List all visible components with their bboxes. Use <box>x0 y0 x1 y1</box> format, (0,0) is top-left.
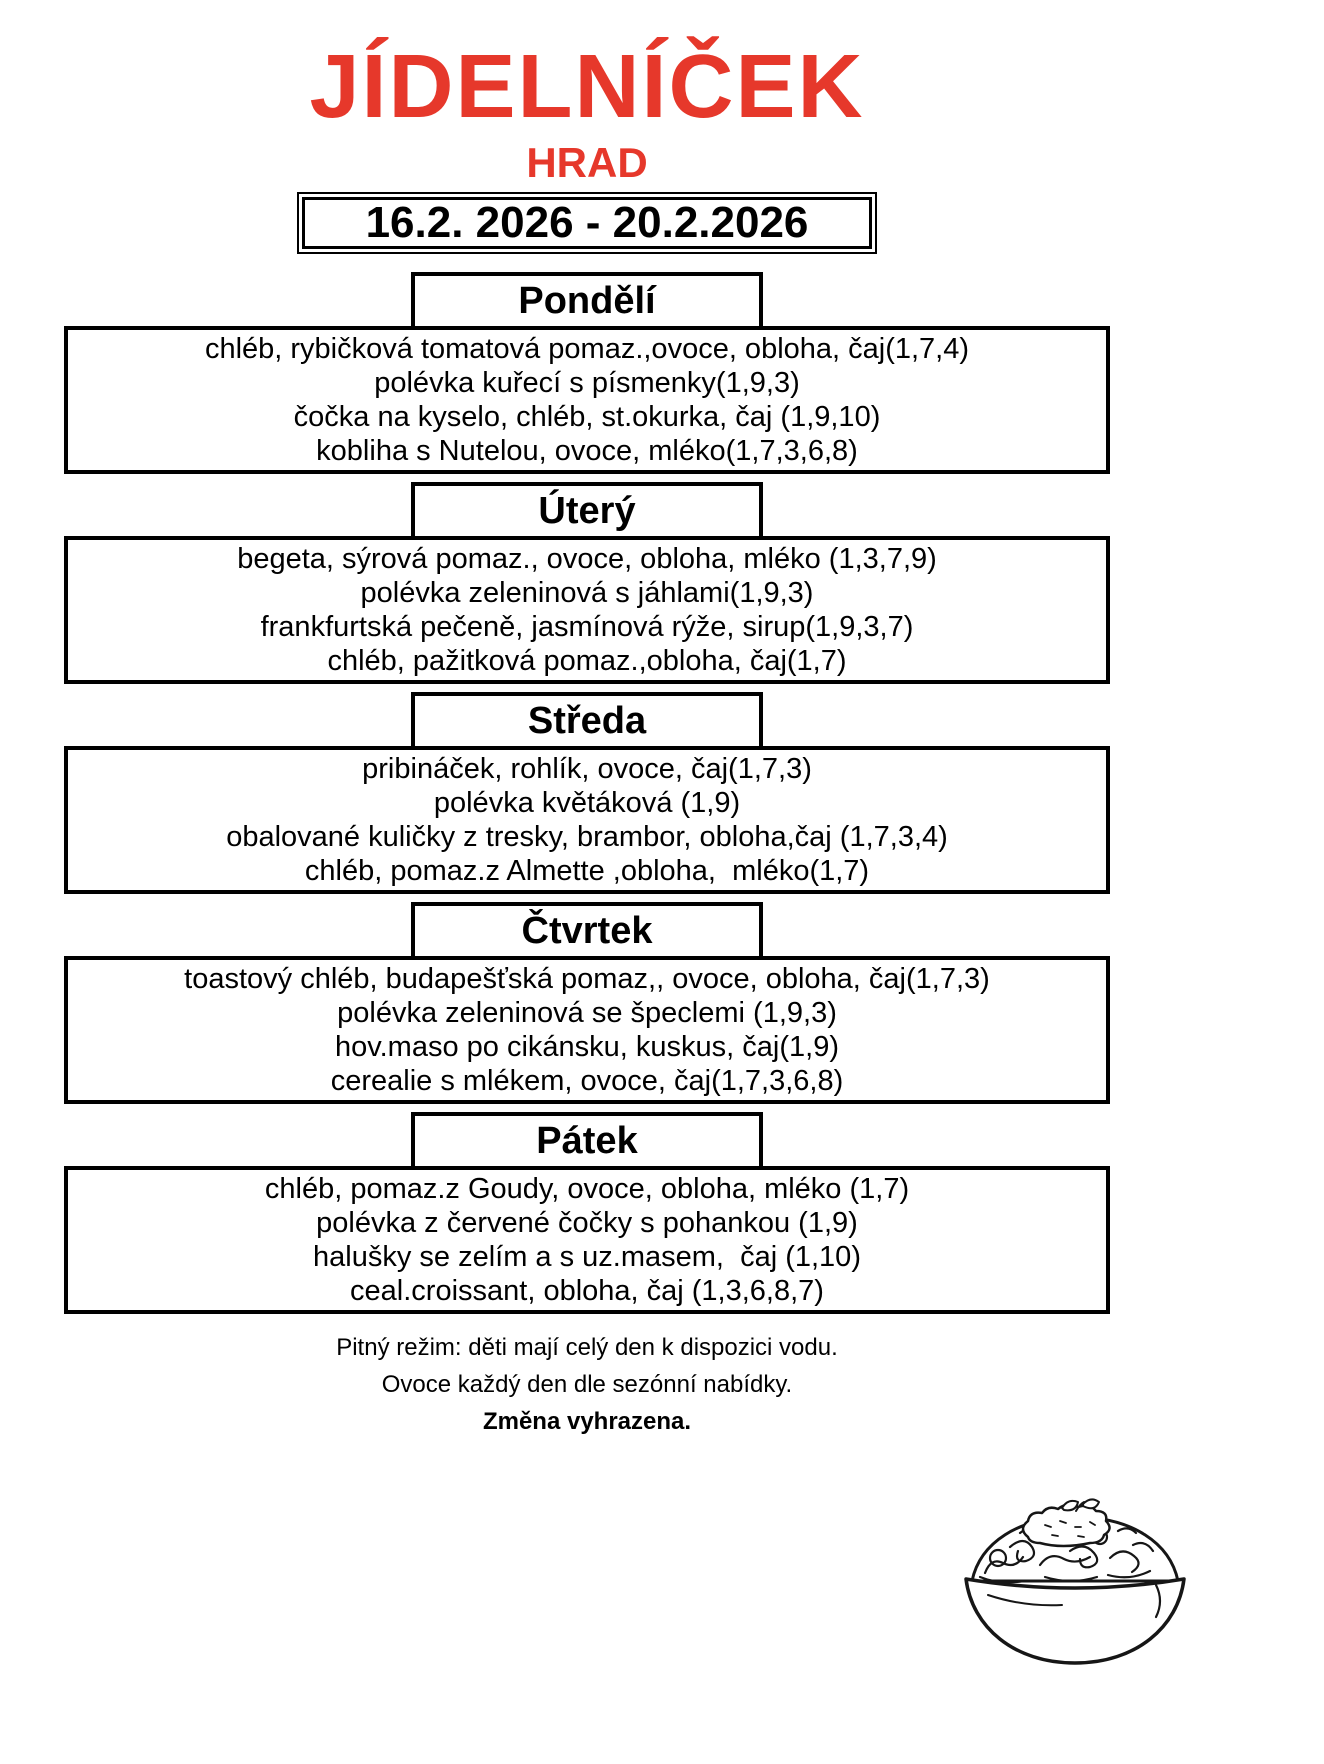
footer-notes <box>64 1336 1110 1434</box>
day-menu-utery <box>64 536 1110 684</box>
menu-item: frankfurtská pečeně, jasmínová rýže, sirup(1,9,3,7) <box>260 611 914 643</box>
day-section-patek <box>64 1112 1110 1314</box>
menu-item: halušky se zelím a s uz.masem, čaj (1,10) <box>313 1241 861 1273</box>
day-header-pondeli: Pondělí <box>411 272 763 326</box>
day-header-patek: Pátek <box>411 1112 763 1166</box>
menu-item: polévka květáková (1,9) <box>433 787 741 819</box>
menu-item: pribináček, rohlík, ovoce, čaj(1,7,3) <box>362 753 812 785</box>
menu-item: chléb, pomaz.z Almette ,obloha, mléko(1,7) <box>304 855 870 887</box>
menu-item: polévka z červené čočky s pohankou (1,9) <box>316 1207 858 1239</box>
menu-item: toastový chléb, budapešťská pomaz,, ovoce, obloha, čaj(1,7,3) <box>184 963 990 995</box>
day-section-pondeli <box>64 272 1110 474</box>
date-range: 16.2. 2026 - 20.2.2026 <box>365 198 809 247</box>
footer-note-change: Změna vyhrazena. <box>482 1408 692 1435</box>
day-menu-streda <box>64 746 1110 894</box>
menu-item: obalované kuličky z tresky, brambor, obloha,čaj (1,7,3,4) <box>226 821 948 853</box>
menu-item: hov.maso po cikánsku, kuskus, čaj(1,9) <box>335 1031 839 1063</box>
day-menu-patek <box>64 1166 1110 1314</box>
menu-item: cerealie s mlékem, ovoce, čaj(1,7,3,6,8) <box>330 1065 844 1097</box>
spaghetti-bowl-icon <box>950 1495 1200 1685</box>
menu-item: kobliha s Nutelou, ovoce, mléko(1,7,3,6,8) <box>316 435 858 467</box>
menu-document <box>64 0 1110 1447</box>
day-section-utery <box>64 482 1110 684</box>
page-subtitle: HRAD <box>526 139 648 186</box>
menu-item: chléb, pomaz.z Goudy, ovoce, obloha, mléko (1,7) <box>264 1173 910 1205</box>
footer-note-fruit: Ovoce každý den dle sezónní nabídky. <box>381 1371 793 1398</box>
day-menu-ctvrtek <box>64 956 1110 1104</box>
menu-item: polévka zeleninová se špeclemi (1,9,3) <box>337 997 837 1029</box>
day-menu-pondeli <box>64 326 1110 474</box>
menu-item: polévka zeleninová s jáhlami(1,9,3) <box>360 577 814 609</box>
menu-item: chléb, rybičková tomatová pomaz.,ovoce, obloha, čaj(1,7,4) <box>204 333 970 365</box>
day-section-ctvrtek <box>64 902 1110 1104</box>
day-header-streda: Středa <box>411 692 763 746</box>
date-range-box <box>297 192 877 254</box>
day-header-ctvrtek: Čtvrtek <box>411 902 763 956</box>
spaghetti-bowl-illustration <box>950 1495 1200 1685</box>
menu-item: begeta, sýrová pomaz., ovoce, obloha, mléko (1,3,7,9) <box>237 543 937 575</box>
day-section-streda <box>64 692 1110 894</box>
menu-item: čočka na kyselo, chléb, st.okurka, čaj (1,9,10) <box>293 401 881 433</box>
page-title: JÍDELNÍČEK <box>309 37 865 137</box>
menu-item: ceal.croissant, obloha, čaj (1,3,6,8,7) <box>350 1275 824 1307</box>
menu-item: chléb, pažitková pomaz.,obloha, čaj(1,7) <box>327 645 847 677</box>
day-header-utery: Úterý <box>411 482 763 536</box>
menu-item: polévka kuřecí s písmenky(1,9,3) <box>374 367 800 399</box>
footer-note-drinks: Pitný režim: děti mají celý den k dispozici vodu. <box>336 1334 838 1361</box>
